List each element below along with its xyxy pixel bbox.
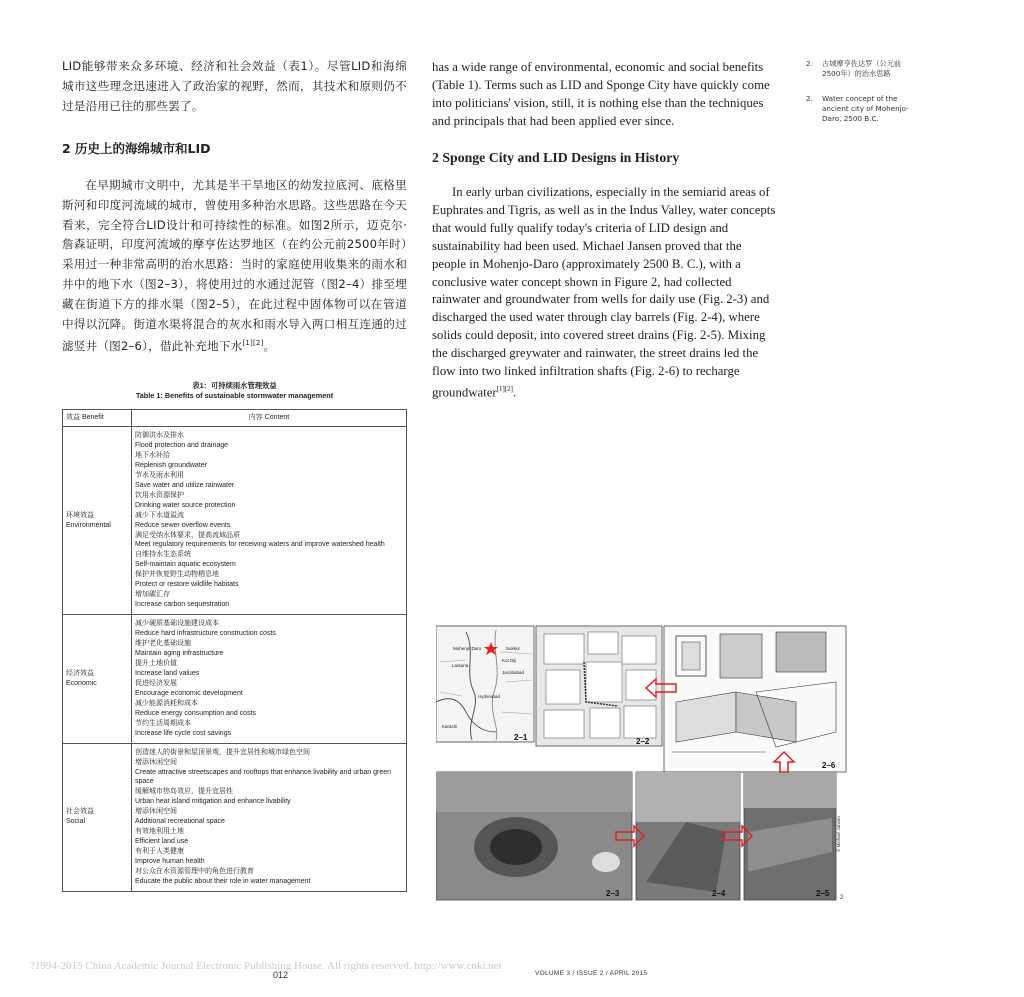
section-heading-zh: 2 历史上的海绵城市和LID (62, 141, 211, 156)
panel-map (436, 626, 534, 742)
benefit-item: 维护老化基础设施 (135, 640, 191, 648)
benefit-item: 自维持水生态系统 (135, 551, 191, 559)
benefit-item: 减少能源消耗和成本 (135, 699, 198, 707)
category-en: Economic (66, 679, 97, 687)
panel-city-plan (536, 626, 662, 746)
benefit-item: 有效地利用土地 (135, 828, 184, 836)
panel-label: 2–2 (636, 737, 650, 746)
zh-paragraph-1: LID能够带来众多环境、经济和社会效益（表1）。尽管LID和海绵城市这些理念迅速进入了政治家的视野，然而，其技术和原则仍不过是沿用已往的那些罢了。 (62, 59, 407, 113)
benefit-item: 减少下水道溢流 (135, 511, 184, 519)
table-row (63, 615, 407, 743)
benefit-item: 减少硬质基础设施建设成本 (135, 620, 219, 628)
table-cell-category (63, 743, 132, 891)
benefit-item: 增添休闲空间 (135, 758, 177, 766)
table-body (63, 427, 407, 892)
benefit-item: Drinking water source protection (135, 501, 236, 509)
figure-credit: © Michael Jansen (836, 816, 841, 852)
benefit-item: 饮用水资源保护 (135, 491, 184, 499)
benefit-item: 提升土地价值 (135, 659, 177, 667)
section-heading-en: 2 Sponge City and LID Designs in History (432, 150, 680, 165)
panel-label: 2–1 (514, 733, 528, 742)
benefit-item: Meet regulatory requirements for receiving waters and improve watershed health (135, 541, 385, 549)
map-label: Mohenjo Daro (453, 646, 482, 651)
table-caption-en: Table 1: Benefits of sustainable stormwater management (135, 391, 334, 400)
benefit-item: 节约生活周期成本 (135, 719, 191, 727)
zh-paragraph-2 (62, 176, 407, 357)
header-benefit: 效益 Benefit (63, 410, 132, 427)
table-row (63, 743, 407, 891)
benefit-item: Reduce energy consumption and costs (135, 709, 257, 717)
en-paragraph-2 (432, 184, 777, 402)
category-zh: 社会效益 (66, 808, 94, 816)
table-cell-content (132, 427, 407, 615)
category-zh: 环境效益 (66, 511, 94, 519)
side-note-en-text: Water concept of the ancient city of Mohenjo-Daro, 2500 B.C. (822, 94, 909, 123)
benefit-item: 有利于人类健康 (135, 848, 184, 856)
journal-volume: VOLUME 3 / ISSUE 2 / APRIL 2015 (535, 970, 648, 977)
benefit-item: Protect or restore wildlife habitats (135, 581, 239, 589)
benefit-item: Create attractive streetscapes and rooftops that enhance livability and urban green space (135, 768, 392, 786)
map-label: Kot Diji (502, 658, 517, 663)
table-cell-category (63, 615, 132, 743)
copyright-watermark: ?1994-2015 China Academic Journal Electronic Publishing House. All rights reserved. http://www.cnki.net (30, 960, 502, 972)
benefit-item: Improve human health (135, 858, 205, 866)
benefit-item: Increase land values (135, 669, 200, 677)
header-content: 内容 Content (132, 410, 407, 427)
benefit-item: Urban heat island mitigation and enhance livability (135, 798, 291, 806)
table-cell-category (63, 427, 132, 615)
benefit-item: Educate the public about their role in water management (135, 877, 311, 885)
zh-paragraph-2-end: 。 (263, 339, 276, 354)
table-caption-zh: 表1：可持续雨水管理效益 (192, 381, 277, 390)
panel-photo-well (436, 772, 632, 900)
benefit-item: Flood protection and drainage (135, 441, 229, 449)
figure-number: 2 (840, 895, 844, 901)
benefit-item: Self-maintain aquatic ecosystem (135, 561, 236, 569)
table-cell-content (132, 743, 407, 891)
zh-paragraph-2-text: 在早期城市文明中，尤其是半干旱地区的幼发拉底河、底格里斯河和印度河流域的城市，曾使用多种治水思路。这些思路在今天看来，完全符合LID设计和可持续性的标准。如图2所示，迈克尔·詹森证明，印度河流域的摩亨佐达罗地区（在约公元前2500年时）采用过一种非常高明的治水思路：当时的家庭使用收集来的雨水和井中的地下水（图2–3），将使用过的水通过泥管（图2–4）排至埋藏在街道下方的排水渠（图2–5），在此过程中固体物可以在管道中得以沉降。街道水渠将混合的灰水和雨水导入两口相互连通的过滤竖井（图2–6），借此补充地下水 (62, 178, 407, 354)
map-label: Sukkur (506, 646, 521, 651)
en-citation: [1][2] (496, 384, 513, 393)
page-number: 012 (273, 970, 289, 980)
panel-photo-street-drain (744, 772, 836, 900)
category-zh: 经济效益 (66, 669, 94, 677)
benefit-item: Reduce hard infrastructure construction costs (135, 630, 276, 638)
panel-label: 2–3 (606, 889, 620, 898)
benefit-item: Efficient land use (135, 838, 189, 846)
benefit-item: 增加碳汇存 (135, 591, 170, 599)
benefit-item: 对公众在水资源管理中的角色进行教育 (135, 868, 254, 876)
side-note-en-number: 2. (806, 94, 813, 103)
benefit-item: 地下水补给 (135, 451, 170, 459)
map-label: Larkana (452, 663, 469, 668)
benefit-item: Replenish groundwater (135, 461, 207, 469)
panel-label: 2–6 (822, 761, 836, 770)
benefit-item: Maintain aging infrastructure (135, 650, 224, 658)
benefit-item: Reduce sewer overflow events (135, 521, 231, 529)
en-paragraph-2-end: . (513, 385, 517, 400)
benefits-table (62, 409, 407, 892)
benefit-item: 保护并恢复野生动物栖息地 (135, 571, 219, 579)
map-label: Karachi (442, 724, 458, 729)
map-label: Hyderabad (478, 694, 501, 699)
map-label: Jacobabad (502, 670, 525, 675)
figure-2-illustration (436, 622, 848, 904)
zh-citation: [1][2] (242, 339, 264, 348)
table-header-row (63, 410, 407, 427)
benefit-item: Encourage economic development (135, 689, 243, 697)
benefit-item: Additional recreational space (135, 818, 225, 826)
benefit-item: 防御洪水及排水 (135, 432, 184, 439)
category-en: Environmental (66, 521, 111, 529)
benefit-item: Save water and utilize rainwater (135, 481, 235, 489)
panel-label: 2–5 (816, 889, 830, 898)
benefit-item: 促进经济发展 (135, 679, 177, 687)
benefit-item: 节水及雨水利用 (135, 471, 184, 479)
benefit-item: 缓解城市热岛效应，提升宜居性 (135, 788, 233, 796)
table-cell-content (132, 615, 407, 743)
panel-label: 2–4 (712, 889, 726, 898)
benefit-item: 满足受纳水体要求，提高流域品质 (135, 531, 240, 539)
figure-2 (436, 622, 848, 904)
en-paragraph-2-text: In early urban civilizations, especially in the semiarid areas of Euphrates and Tigris, as well as in the Indus Valley, water concepts that would fully qualify today's criteria of LID design and sustainability had been used. Michael Jansen proved that the people in Mohenjo-Daro (approximately 2500 B. C.), with a conclusive water concept shown in Figure 2, had collected rainwater and groundwater from wells for daily use (Fig. 2-3) and discharged the used water through clay barrels (Fig. 2-4), where solids could deposit, into covered street drains (Fig. 2-5). Mixing the discharged greywater and rainwater, the street drains led the flow into two linked infiltration shafts (Fig. 2-6) to recharge groundwater (432, 185, 776, 400)
benefit-item: Increase carbon sequestration (135, 601, 230, 609)
table-row (63, 427, 407, 615)
benefit-item: 增添休闲空间 (135, 808, 177, 816)
benefit-item: Increase life cycle cost savings (135, 729, 232, 737)
side-note-zh-text: 古城摩亨佐达罗（公元前2500年）的治水思路 (822, 59, 902, 78)
benefit-item: 创造迷人的街景和屋顶景观，提升宜居性和城市绿色空间 (135, 748, 310, 756)
category-en: Social (66, 818, 86, 826)
panel-drain-section (664, 626, 846, 772)
side-note-zh-number: 2. (806, 59, 813, 68)
en-paragraph-1: has a wide range of environmental, economic and social benefits (Table 1). Terms such as LID and Sponge City have quickly come into politicians' vision, still, it is nothing else than the techniques and principals that had been applied ever since. (432, 60, 770, 128)
